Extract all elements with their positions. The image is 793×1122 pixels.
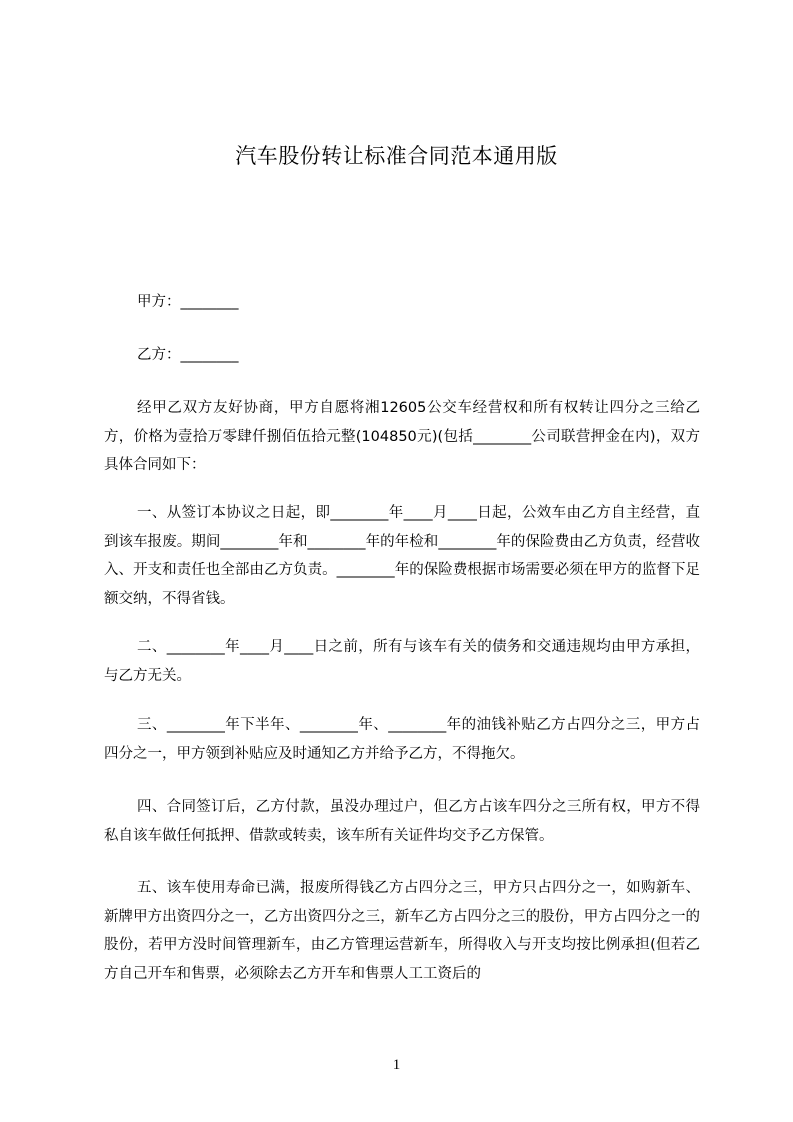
clause-1-paragraph: 一、从签订本协议之日起，即________年____月____日起，公效车由乙方自主经营，直到该车报废。期间________年和________年的年检和________年的保险费由乙方负责，经营收入、开支和责任也全部由乙方负责。________年的保险费根据市场需要必须在甲方的监督下足额交纳，不得省钱。	[104, 505, 700, 607]
party-a-line: 甲方：________	[137, 294, 239, 310]
clause-3-paragraph: 三、________年下半年、________年、________年的油钱补贴乙方占四分之三，甲方占四分之一，甲方领到补贴应及时通知乙方并给予乙方，不得拖欠。	[104, 717, 700, 762]
clause-4-paragraph: 四、合同签订后，乙方付款，虽没办理过户，但乙方占该车四分之三所有权，甲方不得私自该车做任何抵押、借款或转卖，该车所有关证件均交予乙方保管。	[104, 799, 700, 844]
party-b-line: 乙方：________	[137, 347, 239, 363]
page-number: 1	[392, 1057, 401, 1073]
clause-2-paragraph: 二、________年____月____日之前，所有与该车有关的债务和交通违规均由甲方承担，与乙方无关。	[104, 639, 700, 684]
clause-5-paragraph: 五、该车使用寿命已满，报废所得钱乙方占四分之三，甲方只占四分之一，如购新车、新牌甲方出资四分之一，乙方出资四分之三，新车乙方占四分之三的股份，甲方占四分之一的股份，若甲方没时间管理新车，由乙方管理运营新车，所得收入与开支均按比例承担(但若乙方自己开车和售票，必须除去乙方开车和售票人工工资后的	[104, 880, 700, 982]
intro-paragraph: 经甲乙双方友好协商，甲方自愿将湘12605公交车经营权和所有权转让四分之三给乙方，价格为壹拾万零肆仟捌佰伍拾元整(104850元)(包括________公司联营押金在内)，双方具体合同如下：	[104, 400, 700, 473]
document-title: 汽车股份转让标准合同范本通用版	[235, 144, 558, 168]
